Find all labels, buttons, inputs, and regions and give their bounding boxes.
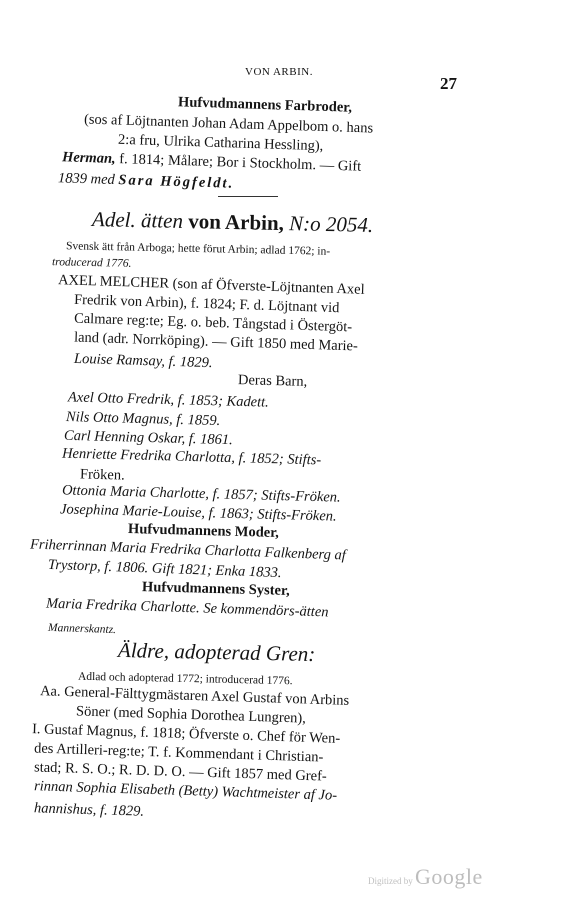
- adel-atten-heading: [92, 207, 374, 237]
- moder-line-2: Trystorp, f. 1806. Gift 1821; Enka 1833.: [47, 556, 282, 582]
- farbroder-spouse: Sara Högfeldt.: [118, 172, 235, 192]
- watermark-small-text: Digitized by: [368, 876, 413, 886]
- adel-atten-heading-c: N:o 2054.: [283, 211, 374, 237]
- adel-atten-heading-a: Adel. ätten: [91, 207, 189, 234]
- syster-line-1: Maria Fredrika Charlotte. Se kommendörs-ätten: [45, 595, 329, 621]
- digitized-watermark: [368, 864, 483, 890]
- children-title: Deras Barn,: [237, 372, 308, 390]
- syster-line-2: Mannerskantz.: [47, 621, 117, 637]
- syster-title: Hufvudmannens Syster,: [141, 579, 290, 599]
- farbroder-line-3-rest: f. 1814; Målare; Bor i Stockholm. — Gift: [115, 150, 362, 175]
- child-1: Axel Otto Fredrik, f. 1853; Kadett.: [67, 389, 269, 411]
- section-divider: [218, 196, 278, 197]
- aldre-line-5: stad; R. S. O.; R. D. D. O. — Gift 1857 med Gref-: [33, 759, 327, 785]
- adel-atten-sub-2: troducerad 1776.: [51, 256, 132, 270]
- page-number: 27: [440, 74, 457, 93]
- aldre-line-4: des Artilleri-reg:te; T. f. Kommendant i Christian-: [33, 740, 324, 766]
- google-logo: Google: [415, 864, 483, 889]
- axel-line-5: Louise Ramsay, f. 1829.: [73, 350, 213, 372]
- child-2: Nils Otto Magnus, f. 1859.: [65, 408, 221, 430]
- farbroder-marriage-year: 1839 med: [57, 170, 119, 189]
- farbroder-line-4: [58, 169, 235, 193]
- farbroder-line-1: (sos af Löjtnanten Johan Adam Appelbom o. hans: [83, 111, 374, 137]
- child-4-line-2: Fröken.: [79, 466, 125, 484]
- moder-line-1: Friherrinnan Maria Fredrika Charlotta Falkenberg af: [29, 536, 347, 564]
- aldre-line-2: Söner (med Sophia Dorothea Lungren),: [75, 703, 307, 727]
- farbroder-name: Herman,: [61, 149, 116, 167]
- aldre-heading: Äldre, adopterad Gren:: [117, 637, 316, 667]
- aldre-line-3: I. Gustaf Magnus, f. 1818; Öfverste o. Chef för Wen-: [31, 721, 341, 747]
- child-3: Carl Henning Oskar, f. 1861.: [63, 427, 233, 449]
- child-6: Josephina Marie-Louise, f. 1863; Stifts-Fröken.: [59, 501, 337, 525]
- child-5: Ottonia Maria Charlotte, f. 1857; Stifts-Fröken.: [61, 482, 341, 506]
- adel-atten-heading-b: von Arbin,: [187, 209, 285, 236]
- farbroder-title: Hufvudmannens Farbroder,: [177, 94, 353, 116]
- moder-title: Hufvudmannens Moder,: [127, 521, 280, 541]
- farbroder-line-2: 2:a fru, Ulrika Catharina Hessling),: [117, 131, 324, 155]
- child-4-line-1: Henriette Fredrika Charlotta, f. 1852; Stifts-: [61, 445, 322, 469]
- aldre-line-6: rinnan Sophia Elisabeth (Betty) Wachtmeister af Jo-: [33, 778, 338, 804]
- axel-line-2: Fredrik von Arbin), f. 1824; F. d. Löjtnant vid: [73, 291, 340, 317]
- axel-line-4: land (adr. Norrköping). — Gift 1850 med Marie-: [73, 329, 359, 355]
- adel-atten-sub-1: Svensk ätt från Arboga; hette förut Arbin; adlad 1762; in-: [65, 240, 331, 258]
- aldre-sub: Adlad och adopterad 1772; introducerad 1776.: [77, 670, 293, 688]
- aldre-line-7: hannishus, f. 1829.: [33, 800, 145, 820]
- axel-line-3: Calmare reg:te; Eg. o. beb. Tångstad i Östergöt-: [73, 310, 353, 336]
- running-head: VON ARBIN.: [245, 66, 313, 78]
- axel-line-1: AXEL MELCHER (son af Öfverste-Löjtnanten Axel: [57, 272, 365, 298]
- aldre-line-1: Aa. General-Fälttygmästaren Axel Gustaf von Arbins: [39, 683, 350, 709]
